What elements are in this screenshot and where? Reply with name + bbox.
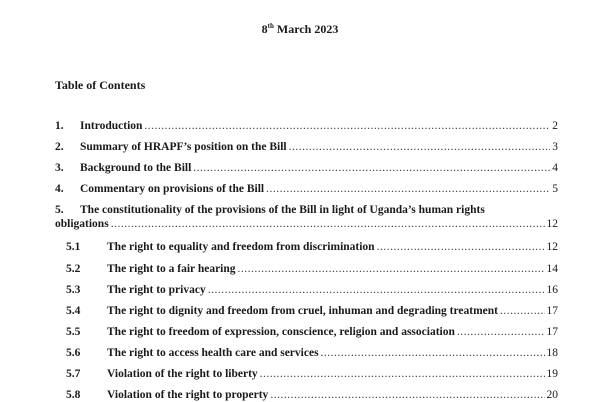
toc-subentry-page: 12 <box>546 241 558 253</box>
toc-entry-title-continued: obligations <box>55 218 109 230</box>
toc-subentry-number: 5.1 <box>66 241 81 253</box>
dot-leader <box>266 182 550 196</box>
toc-entry-page: 12 <box>546 218 558 230</box>
dot-leader <box>111 217 545 231</box>
toc-entry-title: Summary of HRAPF’s position on the Bill <box>80 141 287 153</box>
toc-subentry-title: The right to equality and freedom from discrimination <box>107 241 375 253</box>
dot-leader <box>260 367 545 381</box>
toc-subentry-page: 14 <box>546 263 558 275</box>
dot-leader <box>377 240 545 254</box>
toc-entry-page: 5 <box>552 183 558 195</box>
toc-subentry-title: Violation of the right to liberty <box>107 368 258 380</box>
dot-leader <box>500 304 544 318</box>
toc-subentry-health[interactable] <box>66 346 558 360</box>
dot-leader <box>457 325 545 339</box>
toc-entry-number: 4. <box>55 183 64 195</box>
toc-entry-number: 2. <box>55 141 64 153</box>
dot-leader <box>238 262 545 276</box>
toc-entry-introduction[interactable] <box>55 119 558 133</box>
toc-entry-number: 1. <box>55 120 64 132</box>
toc-subentry-page: 19 <box>546 368 558 380</box>
toc-entry-title: The constitutionality of the provisions of the Bill in light of Uganda’s human rights <box>80 204 485 216</box>
toc-subentry-title: Violation of the right to property <box>107 389 269 401</box>
dot-leader <box>321 346 545 360</box>
date-month-year: March 2023 <box>273 22 339 36</box>
toc-subentry-page: 17 <box>546 326 558 338</box>
toc-subentry-title: The right to privacy <box>107 284 206 296</box>
toc-subentry-number: 5.4 <box>66 305 81 317</box>
date-suffix: th <box>267 22 274 30</box>
toc-entry-title: Commentary on provisions of the Bill <box>80 183 265 195</box>
toc-subentry-number: 5.2 <box>66 263 81 275</box>
toc-subentry-title: The right to freedom of expression, conscience, religion and association <box>107 326 455 338</box>
toc-subentry-number: 5.8 <box>66 389 81 401</box>
toc-entry-constitutionality[interactable] <box>55 203 558 231</box>
toc-entry-title: Introduction <box>80 120 143 132</box>
toc-entry-number: 3. <box>55 162 64 174</box>
toc-heading: Table of Contents <box>55 78 146 92</box>
toc-subentry-number: 5.5 <box>66 326 81 338</box>
toc-subentry-privacy[interactable] <box>66 283 558 297</box>
toc-subentry-page: 16 <box>546 284 558 296</box>
date-day: 8 <box>261 22 268 36</box>
toc-subentry-fair-hearing[interactable] <box>66 262 558 276</box>
toc-subentry-dignity[interactable] <box>66 304 558 318</box>
toc-subentry-number: 5.3 <box>66 284 81 296</box>
toc-entry-page: 3 <box>552 141 558 153</box>
dot-leader <box>289 140 551 154</box>
toc-subentry-title: The right to dignity and freedom from cruel, inhuman and degrading treatment <box>107 305 499 317</box>
dot-leader <box>193 161 550 175</box>
toc-subentry-title: The right to access health care and services <box>107 347 319 359</box>
toc-entry-title: Background to the Bill <box>80 162 192 174</box>
toc-entry-page: 2 <box>552 120 558 132</box>
toc-entry-background[interactable] <box>55 161 558 175</box>
toc-entry-number: 5. <box>55 204 64 216</box>
toc-subentry-number: 5.7 <box>66 368 81 380</box>
toc-subentry-page: 18 <box>546 347 558 359</box>
toc-subentry-number: 5.6 <box>66 347 81 359</box>
toc-entry-commentary[interactable] <box>55 182 558 196</box>
toc-subentry-liberty[interactable] <box>66 367 558 381</box>
dot-leader <box>144 119 550 133</box>
toc-entry-page: 4 <box>552 162 558 174</box>
toc-subentry-expression[interactable] <box>66 325 558 339</box>
toc-subentry-equality[interactable] <box>66 240 558 254</box>
toc-subentry-page: 20 <box>546 389 558 401</box>
toc-entry-summary[interactable] <box>55 140 558 154</box>
toc-subentry-page: 17 <box>546 305 558 317</box>
toc-subentry-title: The right to a fair hearing <box>107 263 236 275</box>
dot-leader <box>208 283 545 297</box>
